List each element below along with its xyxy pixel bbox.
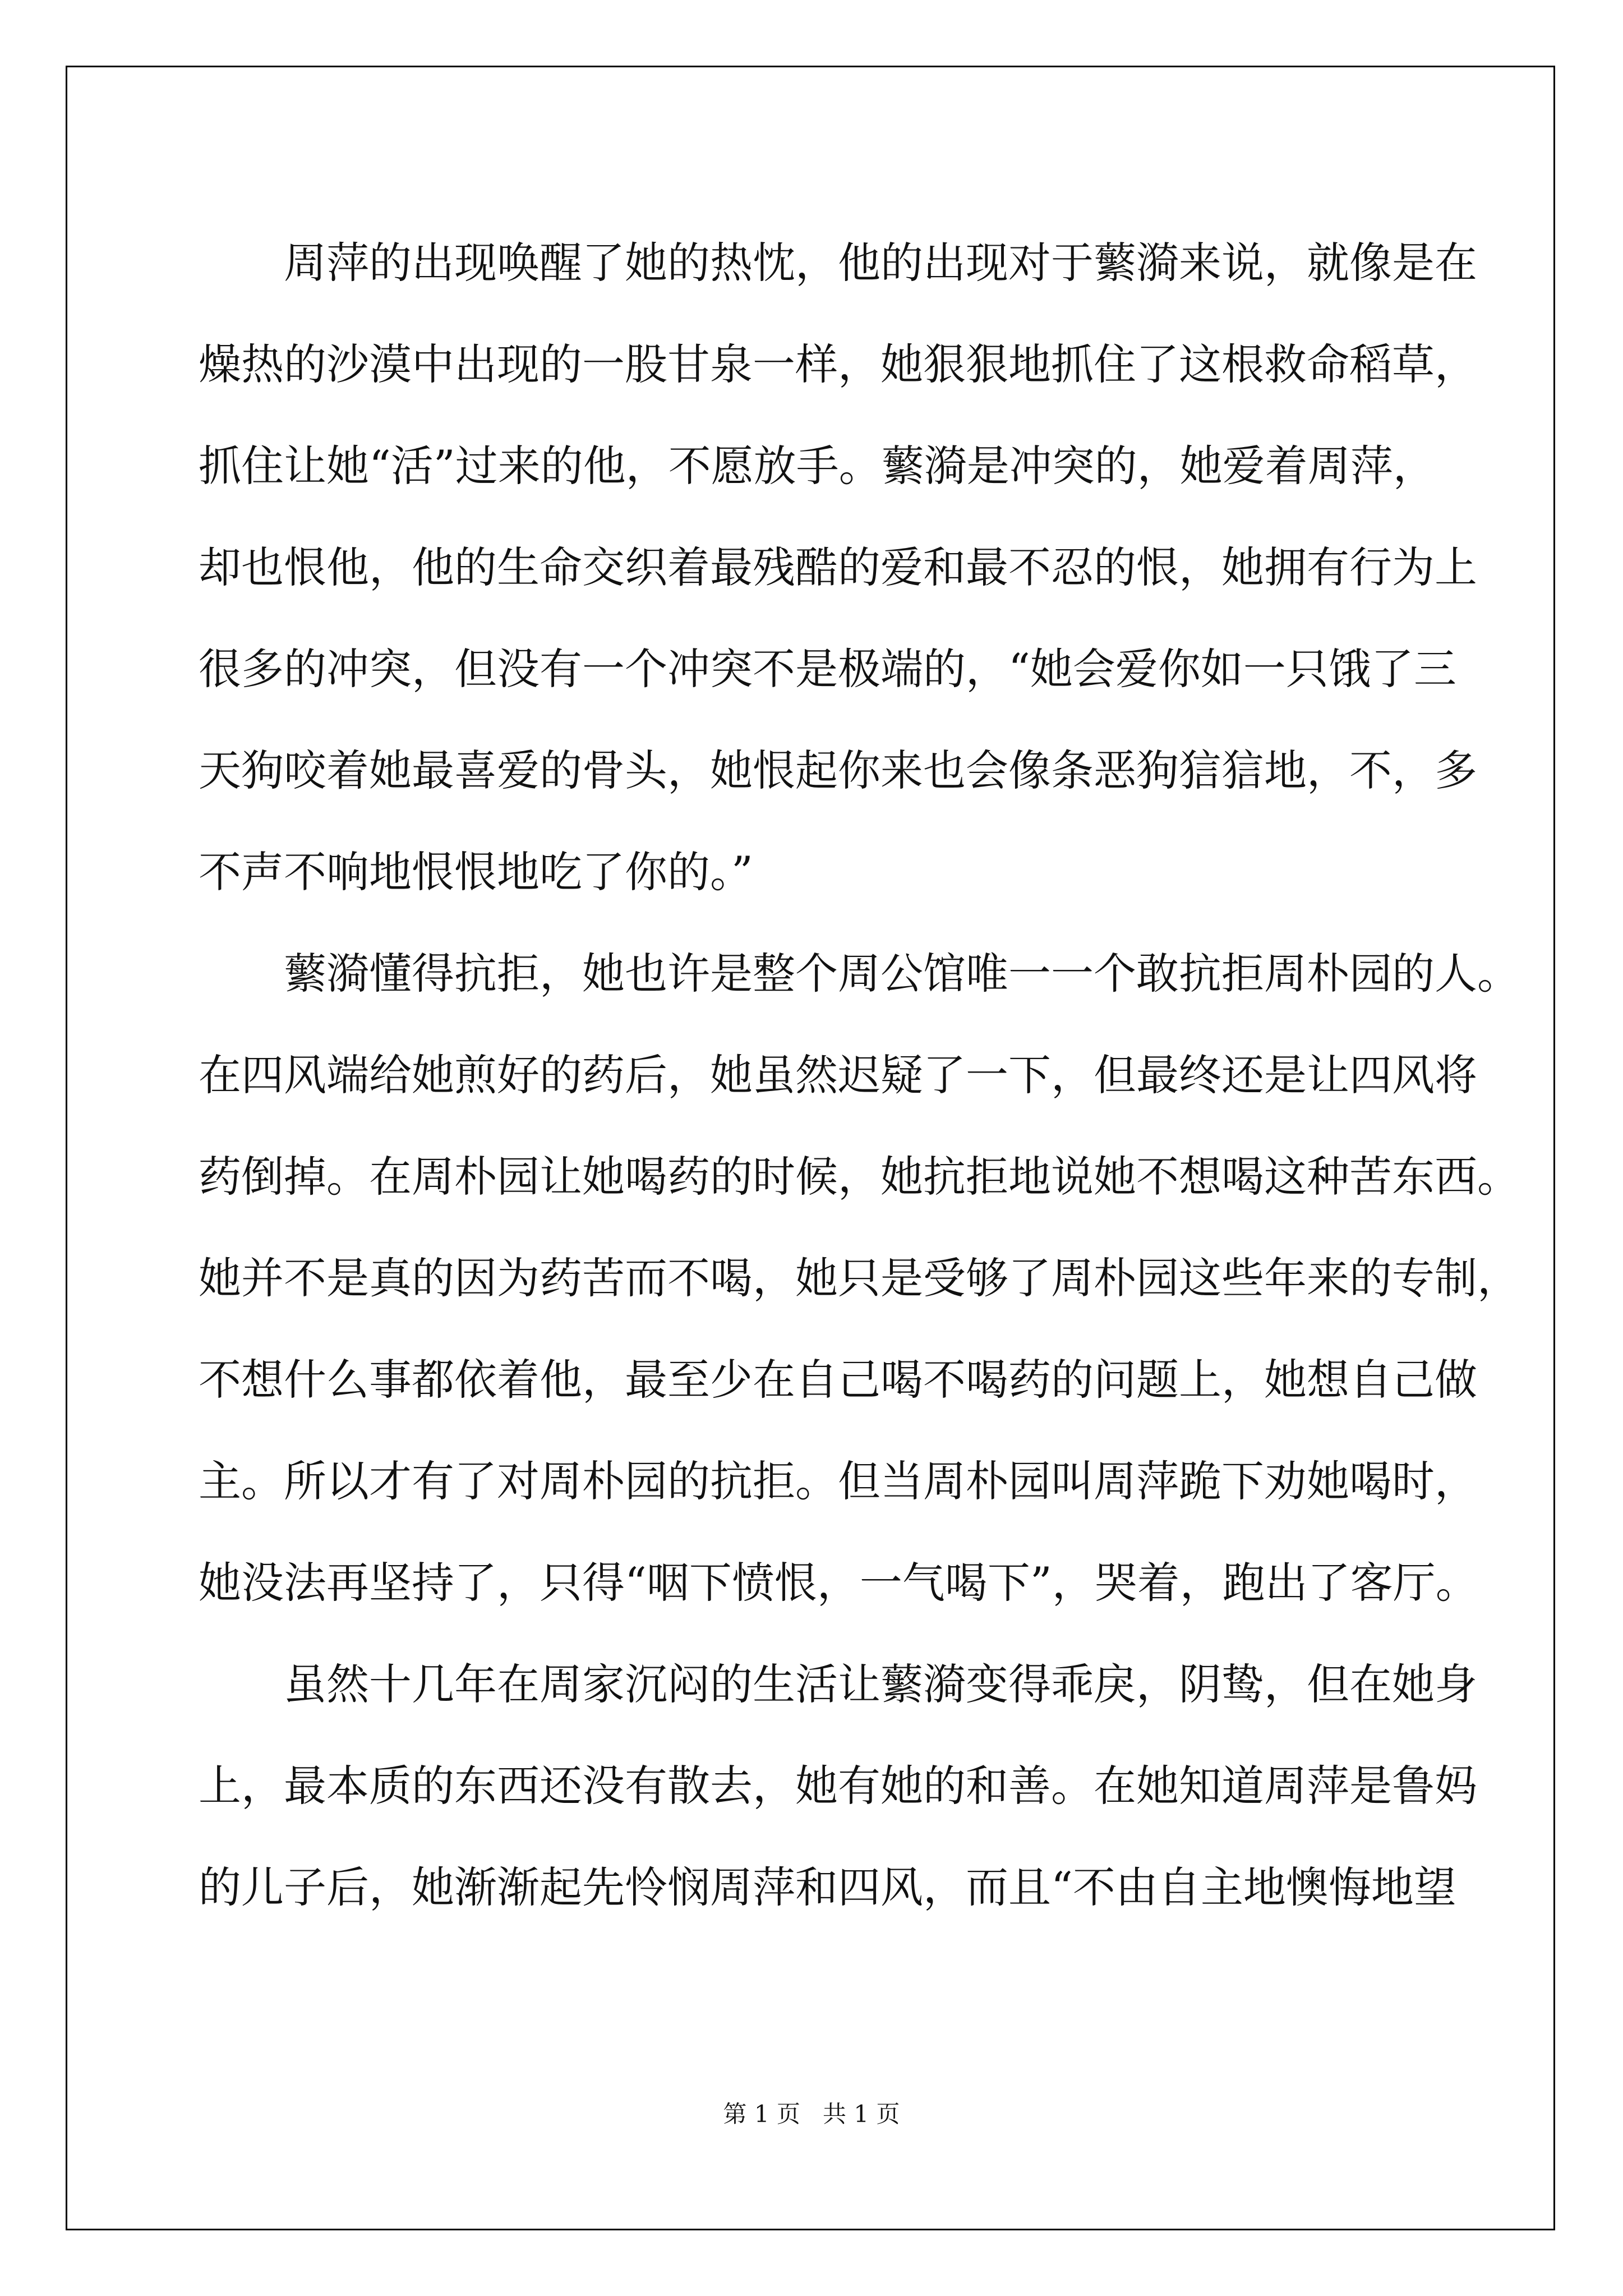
text-line: 虽然十几年在周家沉闷的生活让蘩漪变得乖戾，阴鸷，但在她身 bbox=[284, 1659, 1477, 1709]
text-line: 蘩漪懂得抗拒，她也许是整个周公馆唯一一个敢抗拒周朴园的人。 bbox=[284, 949, 1520, 999]
text-line: 她并不是真的因为药苦而不喝，她只是受够了周朴园这些年来的专制， bbox=[199, 1253, 1520, 1303]
text-line: 周萍的出现唤醒了她的热忱，他的出现对于蘩漪来说，就像是在 bbox=[284, 238, 1477, 288]
text-line: 药倒掉。在周朴园让她喝药的时候，她抗拒地说她不想喝这种苦东西。 bbox=[199, 1152, 1520, 1202]
text-line: 主。所以才有了对周朴园的抗拒。但当周朴园叫周萍跪下劝她喝时， bbox=[199, 1456, 1477, 1506]
document-body bbox=[199, 212, 1520, 1938]
text-line: 天狗咬着她最喜爱的骨头，她恨起你来也会像条恶狗狺狺地，不，多 bbox=[199, 746, 1477, 795]
text-line: 她没法再坚持了，只得“咽下愤恨，一气喝下”，哭着，跑出了客厅。 bbox=[199, 1558, 1478, 1608]
text-line: 上，最本质的东西还没有散去，她有她的和善。在她知道周萍是鲁妈 bbox=[199, 1761, 1477, 1811]
text-line: 很多的冲突，但没有一个冲突不是极端的，“她会爱你如一只饿了三 bbox=[199, 644, 1456, 694]
text-line: 的儿子后，她渐渐起先怜悯周萍和四风，而且“不由自主地懊悔地望 bbox=[199, 1862, 1456, 1912]
text-line: 不声不响地恨恨地吃了你的。” bbox=[199, 847, 753, 897]
text-line: 在四风端给她煎好的药后，她虽然迟疑了一下，但最终还是让四风将 bbox=[199, 1050, 1477, 1100]
text-line: 却也恨他，他的生命交织着最残酷的爱和最不忍的恨，她拥有行为上 bbox=[199, 542, 1477, 592]
page-number-footer: 第 1 页 共 1 页 bbox=[723, 2100, 900, 2128]
text-line: 抓住让她“活”过来的他，不愿放手。蘩漪是冲突的，她爱着周萍， bbox=[199, 441, 1436, 491]
text-line: 燥热的沙漠中出现的一股甘泉一样，她狠狠地抓住了这根救命稻草， bbox=[199, 339, 1477, 389]
text-line: 不想什么事都依着他，最至少在自己喝不喝药的问题上，她想自己做 bbox=[199, 1355, 1477, 1405]
